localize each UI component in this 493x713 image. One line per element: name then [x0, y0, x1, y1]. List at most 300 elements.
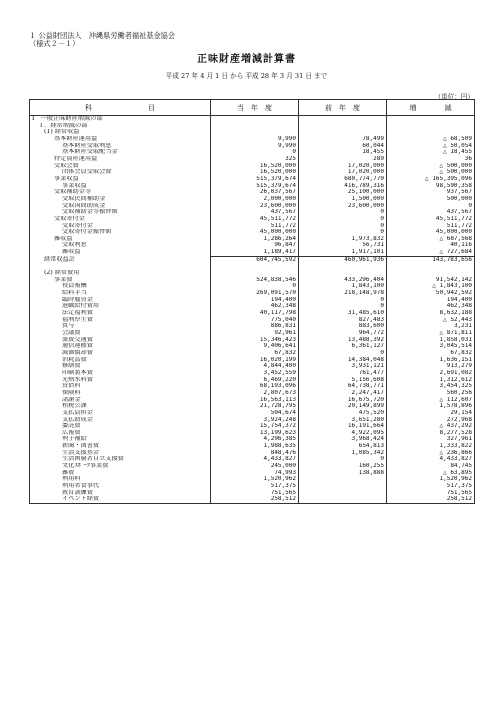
table-row — [30, 236, 475, 243]
account-name-cell: 生活支援基金 — [30, 450, 211, 457]
previous-year-cell: 1,973,832 — [299, 236, 387, 243]
table-row — [30, 417, 475, 424]
current-year-cell: 68,193,096 — [211, 383, 299, 390]
account-name-cell: 租税公課 — [30, 403, 211, 410]
change-cell: 194,400 — [387, 297, 475, 304]
table-row — [30, 450, 475, 457]
current-year-cell: 16,520,000 — [211, 163, 299, 170]
previous-year-cell: 0 — [299, 297, 387, 304]
change-cell: △ 437,292 — [387, 423, 475, 430]
account-name-cell: 減価償却費 — [30, 350, 211, 357]
table-row — [30, 423, 475, 430]
change-cell: 1,333,822 — [387, 443, 475, 450]
previous-year-cell: 64,738,771 — [299, 383, 387, 390]
previous-year-cell: 0 — [299, 223, 387, 230]
account-name-cell: 消耗品費 — [30, 357, 211, 364]
current-year-cell: 9,990 — [211, 136, 299, 143]
account-name-cell: 役員報酬 — [30, 283, 211, 290]
table-row — [30, 370, 475, 377]
change-cell: △ 236,866 — [387, 450, 475, 457]
current-year-cell: 517,375 — [211, 483, 299, 490]
current-year-cell: 13,199,623 — [211, 430, 299, 437]
previous-year-cell: 0 — [299, 456, 387, 463]
previous-year-cell: 20,149,899 — [299, 403, 387, 410]
account-name-cell: 経常収益計 — [30, 256, 211, 263]
previous-year-cell: 1,085,342 — [299, 450, 387, 457]
account-name-cell: 賞与 — [30, 323, 211, 330]
current-year-cell: 4,844,400 — [211, 363, 299, 370]
current-year-cell: 23,600,000 — [211, 203, 299, 210]
table-row — [30, 290, 475, 297]
previous-year-cell: 31,485,610 — [299, 310, 387, 317]
current-year-cell: 511,772 — [211, 223, 299, 230]
previous-year-cell — [299, 263, 387, 270]
current-year-cell: 3,452,559 — [211, 370, 299, 377]
previous-year-cell: 883,600 — [299, 323, 387, 330]
account-name-cell: 基本財産受取配当金 — [30, 149, 211, 156]
account-name-cell: 広報費 — [30, 430, 211, 437]
current-year-cell: 462,348 — [211, 303, 299, 310]
change-cell: △ 18,455 — [387, 149, 475, 156]
table-row — [30, 463, 475, 470]
table-row — [30, 476, 475, 483]
previous-year-cell: 160,255 — [299, 463, 387, 470]
previous-year-cell: 680,774,770 — [299, 176, 387, 183]
table-row — [30, 283, 475, 290]
change-cell: △ 871,811 — [387, 330, 475, 337]
table-row — [30, 196, 475, 203]
current-year-cell: 269,091,570 — [211, 290, 299, 297]
current-year-cell: 1,520,962 — [211, 476, 299, 483]
change-cell: 437,567 — [387, 209, 475, 216]
previous-year-cell: 16,675,720 — [299, 397, 387, 404]
change-cell: 1,858,031 — [387, 337, 475, 344]
current-year-cell — [211, 270, 299, 277]
table-row — [30, 223, 475, 230]
account-name-cell: 法定福利費 — [30, 310, 211, 317]
previous-year-cell: 0 — [299, 216, 387, 223]
change-cell: △ 63,895 — [387, 470, 475, 477]
table-row — [30, 189, 475, 196]
account-name-cell: 受取寄付金 — [30, 216, 211, 223]
change-cell: 50,942,592 — [387, 290, 475, 297]
account-name-cell: 光熱水料費 — [30, 377, 211, 384]
account-name-cell: 特定資産運用益 — [30, 156, 211, 163]
table-row — [30, 323, 475, 330]
change-cell: 3,231 — [387, 323, 475, 330]
current-year-cell: 886,831 — [211, 323, 299, 330]
account-name-cell: 受取補助金等 — [30, 189, 211, 196]
current-year-cell: 92,961 — [211, 330, 299, 337]
table-row — [30, 310, 475, 317]
table-row — [30, 343, 475, 350]
header-current-year: 当 年 度 — [211, 100, 299, 116]
table-row — [30, 123, 475, 130]
change-cell: 517,375 — [387, 483, 475, 490]
account-name-cell: 修繕費 — [30, 363, 211, 370]
change-cell: 327,961 — [387, 436, 475, 443]
change-cell — [387, 263, 475, 270]
previous-year-cell: 3,968,424 — [299, 436, 387, 443]
previous-year-cell — [299, 483, 387, 490]
current-year-cell: 524,838,546 — [211, 277, 299, 284]
previous-year-cell: 3,651,280 — [299, 417, 387, 424]
table-row — [30, 216, 475, 223]
change-cell: 511,772 — [387, 223, 475, 230]
current-year-cell: 325 — [211, 156, 299, 163]
current-year-cell: 45,511,772 — [211, 216, 299, 223]
change-cell: △ 687,568 — [387, 236, 475, 243]
previous-year-cell: 460,961,936 — [299, 256, 387, 263]
current-year-cell: 604,745,592 — [211, 256, 299, 263]
table-header-row — [30, 100, 475, 116]
change-cell: △ 50,054 — [387, 143, 475, 150]
account-name-cell: 団体会員受取会費 — [30, 169, 211, 176]
current-year-cell: 848,476 — [211, 450, 299, 457]
change-cell: 98,590,358 — [387, 183, 475, 190]
table-row — [30, 143, 475, 150]
change-cell: 272,968 — [387, 417, 475, 424]
change-cell: 40,116 — [387, 242, 475, 249]
change-cell: 8,277,528 — [387, 430, 475, 437]
table-row — [30, 337, 475, 344]
account-name-cell: 退職給付費用 — [30, 303, 211, 310]
previous-year-cell: 761,477 — [299, 370, 387, 377]
current-year-cell: 16,563,113 — [211, 397, 299, 404]
table-row — [30, 176, 475, 183]
change-cell: △ 52,443 — [387, 317, 475, 324]
account-name-cell: 保険料 — [30, 390, 211, 397]
table-row — [30, 357, 475, 364]
previous-year-cell: 23,600,000 — [299, 203, 387, 210]
account-name-cell: 受取利息 — [30, 242, 211, 249]
change-cell: 0 — [387, 203, 475, 210]
previous-year-cell: 1,917,101 — [299, 249, 387, 256]
change-cell: △ 500,000 — [387, 169, 475, 176]
change-cell: 143,783,656 — [387, 256, 475, 263]
change-cell: △ 112,607 — [387, 397, 475, 404]
account-name-cell: 雑収益 — [30, 249, 211, 256]
account-name-cell: 受取国間助成金 — [30, 203, 211, 210]
previous-year-cell: 13,488,392 — [299, 337, 387, 344]
account-name-cell: 基本財産運用益 — [30, 136, 211, 143]
previous-year-cell: 1,500,000 — [299, 196, 387, 203]
current-year-cell: 4,296,385 — [211, 436, 299, 443]
change-cell: 560,256 — [387, 390, 475, 397]
current-year-cell — [211, 123, 299, 130]
previous-year-cell: 2,247,417 — [299, 390, 387, 397]
account-name-cell: 利用料 — [30, 476, 211, 483]
table-row — [30, 242, 475, 249]
form-number: （様式２－１） — [29, 39, 80, 48]
change-cell: 913,279 — [387, 363, 475, 370]
change-cell: 3,045,514 — [387, 343, 475, 350]
previous-year-cell: 218,148,978 — [299, 290, 387, 297]
change-cell: 84,745 — [387, 463, 475, 470]
table-row — [30, 483, 475, 490]
table-row — [30, 470, 475, 477]
account-name-cell: 給料手当 — [30, 290, 211, 297]
previous-year-cell — [299, 123, 387, 130]
table-row — [30, 277, 475, 284]
change-cell: △ 1,843,100 — [387, 283, 475, 290]
change-cell: 1,312,612 — [387, 377, 475, 384]
account-name-cell: 雑収益 — [30, 236, 211, 243]
table-row — [30, 249, 475, 256]
account-name-cell: 会議費 — [30, 330, 211, 337]
table-row — [30, 129, 475, 136]
previous-year-cell: 6,361,127 — [299, 343, 387, 350]
current-year-cell: 751,565 — [211, 490, 299, 497]
current-year-cell: 515,379,674 — [211, 183, 299, 190]
table-row — [30, 169, 475, 176]
previous-year-cell: 56,731 — [299, 242, 387, 249]
table-row — [30, 303, 475, 310]
current-year-cell: 0 — [211, 283, 299, 290]
account-name-cell: 生活困窮者自立支援費 — [30, 456, 211, 463]
previous-year-cell: 964,772 — [299, 330, 387, 337]
table-row — [30, 496, 475, 503]
table-row — [30, 156, 475, 163]
table-row — [30, 136, 475, 143]
change-cell: △ 165,395,096 — [387, 176, 475, 183]
table-row — [30, 350, 475, 357]
change-cell: 45,000,000 — [387, 229, 475, 236]
previous-year-cell: 827,483 — [299, 317, 387, 324]
table-row — [30, 183, 475, 190]
current-year-cell: 1,988,635 — [211, 443, 299, 450]
change-cell — [387, 116, 475, 123]
header-change: 増 減 — [387, 100, 475, 116]
change-cell — [387, 129, 475, 136]
previous-year-cell: 433,296,404 — [299, 277, 387, 284]
account-name-cell: 旅費交通費 — [30, 337, 211, 344]
previous-year-cell: 0 — [299, 229, 387, 236]
account-name-cell: 福利厚生費 — [30, 317, 211, 324]
table-row — [30, 256, 475, 263]
current-year-cell: 258,512 — [211, 496, 299, 503]
previous-year-cell — [299, 490, 387, 497]
account-name-cell: 通信運搬費 — [30, 343, 211, 350]
previous-year-cell — [299, 496, 387, 503]
account-name-cell: 文化ｽﾎﾟｰﾂ事業費 — [30, 463, 211, 470]
previous-year-cell: 4,922,095 — [299, 430, 387, 437]
table-row — [30, 490, 475, 497]
table-row — [30, 297, 475, 304]
account-name-cell: 諸謝金 — [30, 397, 211, 404]
current-year-cell: 67,832 — [211, 350, 299, 357]
current-year-cell — [211, 116, 299, 123]
current-year-cell: 2,000,000 — [211, 196, 299, 203]
table-row — [30, 149, 475, 156]
change-cell: 751,565 — [387, 490, 475, 497]
change-cell: 4,433,827 — [387, 456, 475, 463]
account-name-cell: 事業収益 — [30, 176, 211, 183]
account-name-cell: (1) 経常収益 — [30, 129, 211, 136]
change-cell: 1,578,896 — [387, 403, 475, 410]
previous-year-cell — [299, 476, 387, 483]
current-year-cell: 3,924,248 — [211, 417, 299, 424]
table-row — [30, 456, 475, 463]
previous-year-cell — [299, 270, 387, 277]
table-row — [30, 209, 475, 216]
change-cell — [387, 123, 475, 130]
document-title: 正味財産増減計算書 — [197, 54, 296, 65]
account-name-cell: 受取会費 — [30, 163, 211, 170]
change-cell: 3,454,325 — [387, 383, 475, 390]
table-row — [30, 330, 475, 337]
account-name-cell — [30, 263, 211, 270]
table-row — [30, 203, 475, 210]
current-year-cell: 437,567 — [211, 209, 299, 216]
table-row — [30, 390, 475, 397]
change-cell: 1,520,962 — [387, 476, 475, 483]
table-row — [30, 383, 475, 390]
current-year-cell: 96,847 — [211, 242, 299, 249]
current-year-cell: 26,037,567 — [211, 189, 299, 196]
previous-year-cell: 1,843,100 — [299, 283, 387, 290]
account-name-cell: 印刷製本費 — [30, 370, 211, 377]
change-cell: 462,348 — [387, 303, 475, 310]
unit-label: （単位：円） — [434, 93, 474, 101]
current-year-cell: 775,040 — [211, 317, 299, 324]
previous-year-cell: 416,789,316 — [299, 183, 387, 190]
account-name-cell: 委託費 — [30, 423, 211, 430]
table-row — [30, 163, 475, 170]
table-row — [30, 263, 475, 270]
change-cell: 2,691,082 — [387, 370, 475, 377]
account-name-cell: (2) 経常費用 — [30, 270, 211, 277]
current-year-cell: 15,754,372 — [211, 423, 299, 430]
previous-year-cell: 16,191,664 — [299, 423, 387, 430]
previous-year-cell — [299, 129, 387, 136]
change-cell: 937,567 — [387, 189, 475, 196]
current-year-cell: 515,379,674 — [211, 176, 299, 183]
previous-year-cell: 5,156,608 — [299, 377, 387, 384]
current-year-cell: 2,807,673 — [211, 390, 299, 397]
previous-year-cell: 0 — [299, 303, 387, 310]
current-year-cell: 194,400 — [211, 297, 299, 304]
previous-year-cell: 0 — [299, 350, 387, 357]
table-row — [30, 363, 475, 370]
previous-year-cell: 654,813 — [299, 443, 387, 450]
previous-year-cell: 138,888 — [299, 470, 387, 477]
current-year-cell: 1,189,417 — [211, 249, 299, 256]
change-cell: 67,832 — [387, 350, 475, 357]
account-name-cell: 受取寄付金 — [30, 223, 211, 230]
change-cell: 91,542,142 — [387, 277, 475, 284]
current-year-cell: 0 — [211, 149, 299, 156]
current-year-cell: 6,469,220 — [211, 377, 299, 384]
account-name-cell: 支払負担金 — [30, 410, 211, 417]
table-row — [30, 317, 475, 324]
previous-year-cell: 17,020,000 — [299, 169, 387, 176]
account-name-cell: 臨時雇賃金 — [30, 297, 211, 304]
account-name-cell: 受取寄付金振替額 — [30, 229, 211, 236]
current-year-cell — [211, 129, 299, 136]
current-year-cell: 16,520,000 — [211, 169, 299, 176]
change-cell: 500,000 — [387, 196, 475, 203]
previous-year-cell: 17,020,000 — [299, 163, 387, 170]
change-cell: △ 727,684 — [387, 249, 475, 256]
table-row — [30, 430, 475, 437]
current-year-cell: 74,993 — [211, 470, 299, 477]
table-row — [30, 116, 475, 123]
previous-year-cell: 60,044 — [299, 143, 387, 150]
account-name-cell: 利用者食事代 — [30, 483, 211, 490]
current-year-cell: 9,406,641 — [211, 343, 299, 350]
current-year-cell: 21,728,795 — [211, 403, 299, 410]
current-year-cell: 1,286,264 — [211, 236, 299, 243]
table-row — [30, 377, 475, 384]
previous-year-cell: 14,384,048 — [299, 357, 387, 364]
change-cell: 36 — [387, 156, 475, 163]
current-year-cell: 15,346,423 — [211, 337, 299, 344]
account-name-cell: 教育訓練費 — [30, 490, 211, 497]
account-name-cell: 受取民間補助金 — [30, 196, 211, 203]
previous-year-cell: 25,100,000 — [299, 189, 387, 196]
current-year-cell: 4,433,827 — [211, 456, 299, 463]
table-row — [30, 229, 475, 236]
current-year-cell: 40,117,798 — [211, 310, 299, 317]
change-cell: 45,511,772 — [387, 216, 475, 223]
header-account: 科 目 — [30, 100, 211, 116]
current-year-cell: 504,674 — [211, 410, 299, 417]
account-name-cell: 事業収益 — [30, 183, 211, 190]
table-row — [30, 270, 475, 277]
previous-year-cell: 0 — [299, 209, 387, 216]
fiscal-period: 平成 27 年 4 月 1 日 から 平成 28 年 3 月 31 日 まで — [165, 72, 328, 80]
change-cell: △ 68,509 — [387, 136, 475, 143]
previous-year-cell: 3,931,121 — [299, 363, 387, 370]
account-name-cell: 受取補助金等振替額 — [30, 209, 211, 216]
previous-year-cell: 18,455 — [299, 149, 387, 156]
change-cell: 8,632,188 — [387, 310, 475, 317]
change-cell — [387, 270, 475, 277]
table-row — [30, 397, 475, 404]
change-cell: △ 500,000 — [387, 163, 475, 170]
change-cell: 1,636,151 — [387, 357, 475, 364]
account-name-cell: 雑費 — [30, 470, 211, 477]
account-name-cell: 利子補給 — [30, 436, 211, 443]
organization-name: １ 公益財団法人 沖縄県労働者福祉基金協会 — [29, 31, 176, 40]
account-name-cell: 基本財産受取利息 — [30, 143, 211, 150]
table-row — [30, 403, 475, 410]
change-cell: 29,154 — [387, 410, 475, 417]
header-previous-year: 前 年 度 — [299, 100, 387, 116]
account-name-cell: 賃借料 — [30, 383, 211, 390]
current-year-cell: 245,000 — [211, 463, 299, 470]
current-year-cell: 16,020,199 — [211, 357, 299, 364]
previous-year-cell: 289 — [299, 156, 387, 163]
current-year-cell: 45,000,000 — [211, 229, 299, 236]
account-name-cell: Ⅰ 一般正味財産増減の部 — [30, 116, 211, 123]
account-name-cell: １．経常増減の部 — [30, 123, 211, 130]
table-body — [30, 116, 475, 504]
table-row — [30, 443, 475, 450]
account-name-cell: 新聞・図書費 — [30, 443, 211, 450]
previous-year-cell: 475,520 — [299, 410, 387, 417]
statement-table — [29, 99, 475, 504]
account-name-cell: 支払助成金 — [30, 417, 211, 424]
account-name-cell: イベント経費 — [30, 496, 211, 503]
change-cell: 258,512 — [387, 496, 475, 503]
previous-year-cell: 78,499 — [299, 136, 387, 143]
account-name-cell: 事業費 — [30, 277, 211, 284]
previous-year-cell — [299, 116, 387, 123]
table-row — [30, 436, 475, 443]
current-year-cell: 9,990 — [211, 143, 299, 150]
